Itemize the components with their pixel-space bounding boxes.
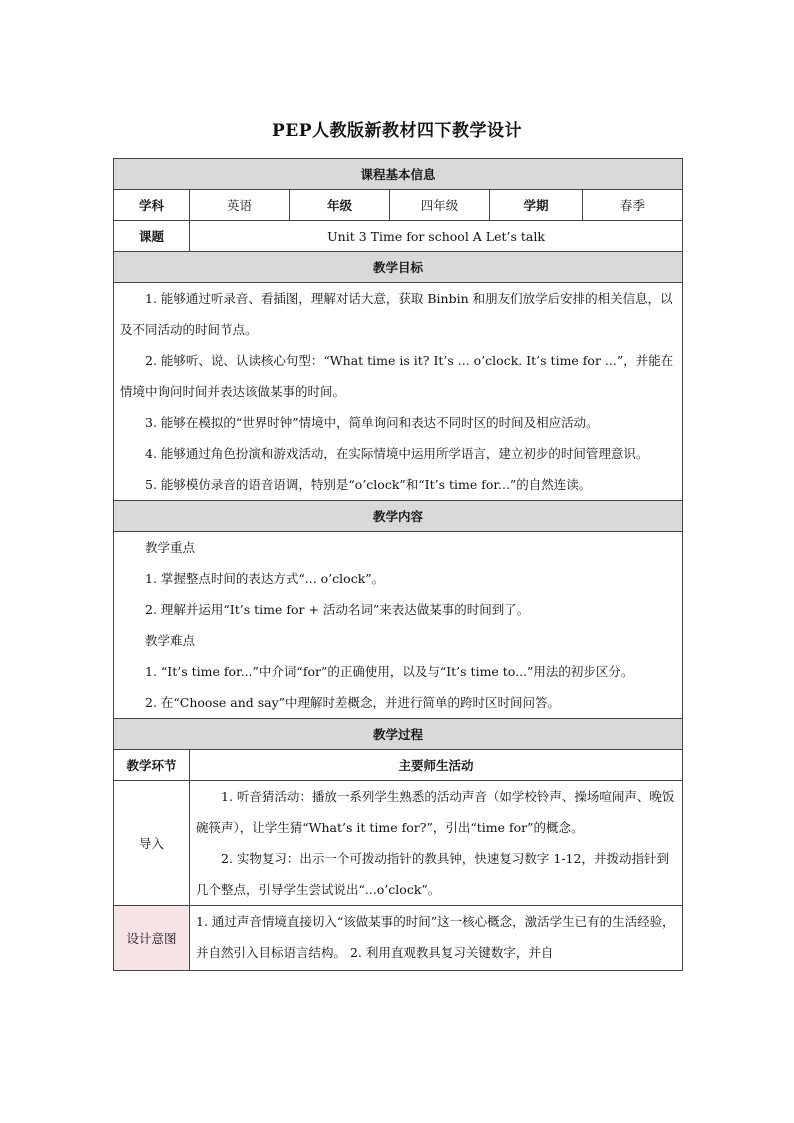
section-header-basic-info: 课程基本信息 [114,159,683,190]
activity-column-header: 主要师生活动 [190,750,683,781]
activity-item: 2. 实物复习：出示一个可拨动指针的教具钟，快速复习数字 1-12，并拨动指针到几个整点，引导学生尝试说出“...o’clock”。 [196,851,669,897]
lesson-plan-table [113,158,683,971]
difficult-points-label: 教学难点 [145,633,196,648]
grade-value: 四年级 [390,190,490,221]
content-body [114,532,683,719]
stage-column-header: 教学环节 [114,750,190,781]
topic-label: 课题 [114,221,190,252]
key-points-label: 教学重点 [145,540,196,555]
objective-item: 4. 能够通过角色扮演和游戏活动，在实际情境中运用所学语言，建立初步的时间管理意识。 [145,446,649,461]
grade-label: 年级 [290,190,390,221]
difficult-point-item: 2. 在“Choose and say”中理解时差概念，并进行简单的跨时区时间问答。 [145,695,561,710]
topic-value: Unit 3 Time for school A Let’s talk [190,221,683,252]
key-point-item: 1. 掌握整点时间的表达方式“... o’clock”。 [145,571,385,586]
objective-item: 2. 能够听、说、认读核心句型：“What time is it? It’s ... o’clock. It’s time for ...”，并能在情境中询问时间并表达该做某事的时间。 [120,353,674,399]
design-intent-text: 1. 通过声音情境直接切入“该做某事的时间”这一核心概念，激活学生已有的生活经验，并自然引入目标语言结构。 2. 利用直观教具复习关键数字，并自 [190,906,683,971]
term-value: 春季 [583,190,683,221]
objective-item: 5. 能够模仿录音的语音语调，特别是“o’clock”和“It’s time for...”的自然连读。 [145,477,592,492]
objective-item: 1. 能够通过听录音、看插图，理解对话大意，获取 Binbin 和朋友们放学后安排的相关信息，以及不同活动的时间节点。 [120,291,673,337]
activity-item: 1. 听音猜活动：播放一系列学生熟悉的活动声音（如学校铃声、操场喧闹声、晚饭碗筷声），让学生猜“What’s it time for?”，引出“time for”的概念。 [196,789,675,835]
objective-item: 3. 能够在模拟的“世界时钟”情境中，简单询问和表达不同时区的时间及相应活动。 [145,415,599,430]
objectives-body [114,283,683,501]
section-header-content: 教学内容 [114,501,683,532]
subject-label: 学科 [114,190,190,221]
section-header-objectives: 教学目标 [114,252,683,283]
design-intent-label: 设计意图 [114,906,190,971]
section-header-process: 教学过程 [114,719,683,750]
subject-value: 英语 [190,190,290,221]
stage-intro: 导入 [114,781,190,906]
intro-activities [190,781,683,906]
term-label: 学期 [490,190,583,221]
document-title: PEP人教版新教材四下教学设计 [271,121,523,141]
key-point-item: 2. 理解并运用“It’s time for + 活动名词”来表达做某事的时间到了。 [145,602,530,617]
difficult-point-item: 1. “It’s time for...”中介词“for”的正确使用，以及与“It’s time to...”用法的初步区分。 [145,664,634,679]
